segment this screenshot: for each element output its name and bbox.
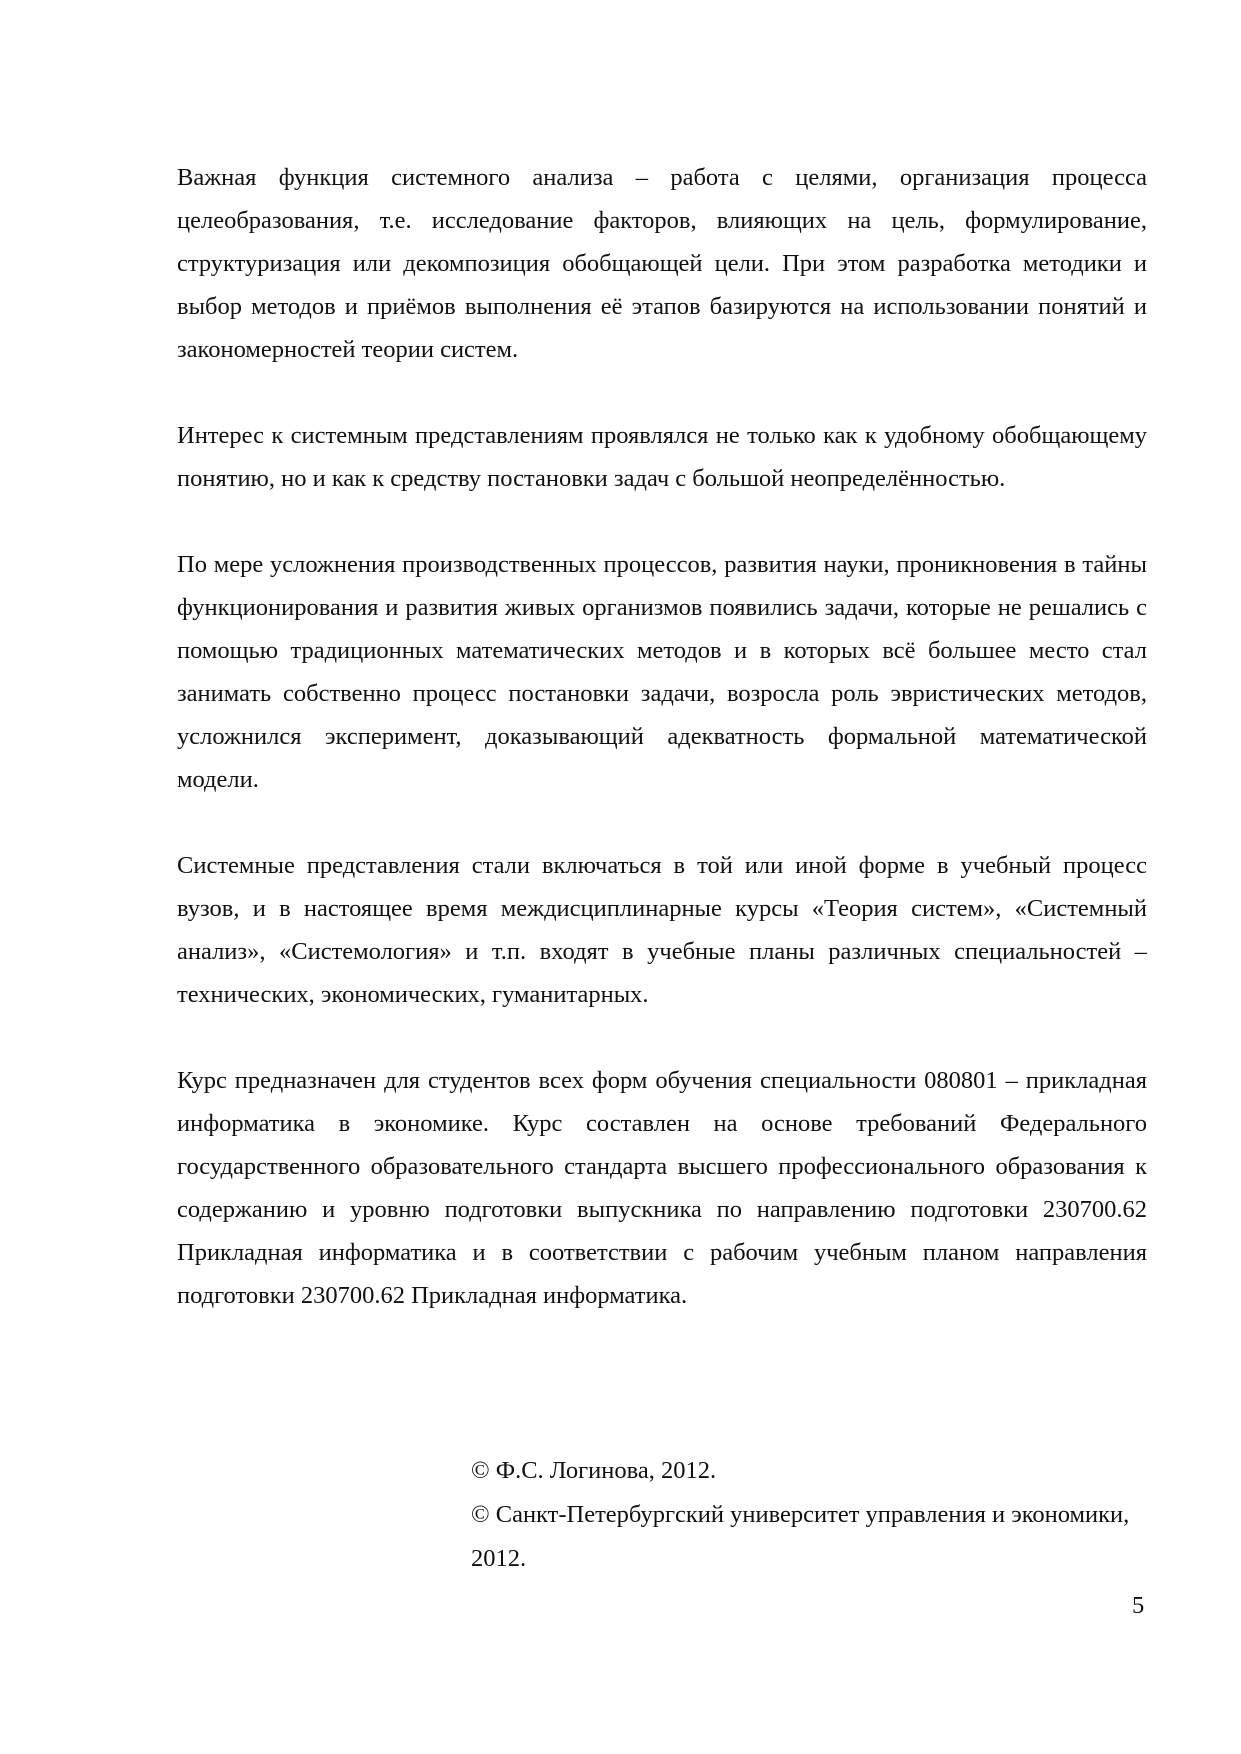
copyright-university: © Санкт-Петербургский университет управления и экономики, 2012.: [471, 1501, 1130, 1572]
copyright-block: [471, 1449, 1161, 1581]
page-number: 5: [1132, 1592, 1145, 1619]
paragraph-interest-in-systems: Интерес к системным представлениям проявлялся не только как к удобному обобщающему понятию, но и как к средству постановки задач с большой неопределённостью.: [177, 422, 1147, 492]
paragraph-complex-processes: По мере усложнения производственных процессов, развития науки, проникновения в тайны функционирования и развития живых организмов появились задачи, которые не решались с помощью традиционных математических методов и в которых всё большее место стал занимать собственно процесс постановки задачи, возросла роль эвристических методов, усложнился эксперимент, доказывающий адекватность формальной математической модели.: [177, 551, 1147, 793]
copyright-author: © Ф.С. Логинова, 2012.: [471, 1457, 717, 1484]
paragraph-university-courses: Системные представления стали включаться в той или иной форме в учебный процесс вузов, и в настоящее время междисциплинарные курсы «Теория систем», «Системный анализ», «Системология» и т.п. входят в учебные планы различных специальностей – технических, экономических, гуманитарных.: [177, 852, 1147, 1008]
paragraph-system-analysis-function: Важная функция системного анализа – работа с целями, организация процесса целеобразования, т.е. исследование факторов, влияющих на цель, формулирование, структуризация или декомпозиция обобщающей цели. При этом разработка методики и выбор методов и приёмов выполнения её этапов базируются на использовании понятий и закономерностей теории систем.: [177, 164, 1147, 363]
paragraph-course-purpose: Курс предназначен для студентов всех форм обучения специальности 080801 – прикладная информатика в экономике. Курс составлен на основе требований Федерального государственного образовательного стандарта высшего профессионального образования к содержанию и уровню подготовки выпускника по направлению подготовки 230700.62 Прикладная информатика и в соответствии с рабочим учебным планом направления подготовки 230700.62 Прикладная информатика.: [177, 1067, 1147, 1309]
document-body: [177, 156, 1147, 1360]
